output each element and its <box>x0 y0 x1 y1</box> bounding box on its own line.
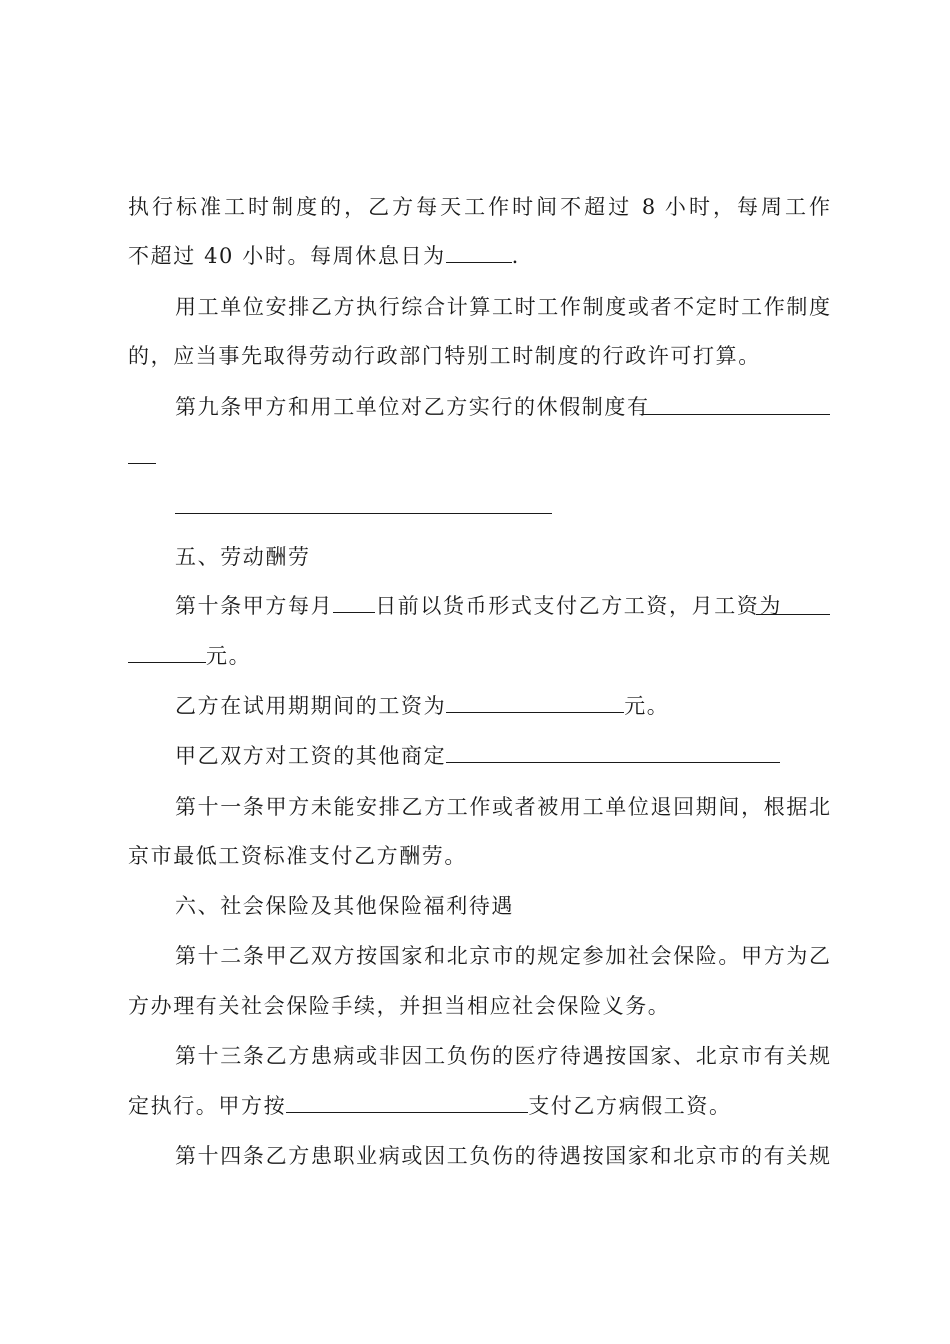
text: 元。 <box>206 644 252 668</box>
text: 定执行。甲方按 <box>128 1094 287 1118</box>
text: 元。 <box>624 694 670 718</box>
article-12-line2: 方办理有关社会保险手续，并担当相应社会保险义务。 <box>128 994 671 1018</box>
text: 不超过 40 小时。每周休息日为 <box>128 244 446 268</box>
article-10-line1 <box>175 593 782 619</box>
probation-wage-blank[interactable] <box>446 693 624 713</box>
paragraph-special-hours-line1: 用工单位安排乙方执行综合计算工时工作制度或者不定时工作制度 <box>175 295 830 319</box>
other-wage-line <box>175 743 780 769</box>
paragraph-standard-hours-line2 <box>128 243 520 269</box>
paragraph-special-hours-line2: 的，应当事先取得劳动行政部门特别工时制度的行政许可打算。 <box>128 344 761 368</box>
vacation-blank-line2[interactable] <box>128 463 156 464</box>
payday-blank[interactable] <box>333 593 375 613</box>
article-11-line2: 京市最低工资标准支付乙方酬劳。 <box>128 844 467 868</box>
article-13-line2 <box>128 1093 732 1119</box>
text: 支付乙方病假工资。 <box>528 1094 732 1118</box>
sick-pay-blank[interactable] <box>286 1093 528 1113</box>
vacation-blank-line3[interactable] <box>175 513 552 514</box>
text: 甲乙双方对工资的其他商定 <box>175 744 447 768</box>
text: 第九条甲方和用工单位对乙方实行的休假制度有 <box>175 395 650 419</box>
vacation-blank-line1[interactable] <box>641 414 830 415</box>
article-9-text <box>175 394 650 420</box>
article-14-line1: 第十四条乙方患职业病或因工负伤的待遇按国家和北京市的有关规 <box>175 1144 830 1168</box>
paragraph-standard-hours-line1: 执行标准工时制度的，乙方每天工作时间不超过 8 小时，每周工作 <box>128 195 830 219</box>
article-12-line1: 第十二条甲乙双方按国家和北京市的规定参加社会保险。甲方为乙 <box>175 944 830 968</box>
rest-day-blank[interactable] <box>446 243 512 263</box>
section-heading-remuneration: 五、劳动酬劳 <box>175 545 311 569</box>
monthly-wage-blank-line2[interactable] <box>128 643 206 663</box>
article-11-line1: 第十一条甲方未能安排乙方工作或者被用工单位退回期间，根据北 <box>175 795 830 819</box>
text: . <box>511 244 520 268</box>
other-wage-blank[interactable] <box>446 743 780 763</box>
article-10-line2 <box>128 643 251 669</box>
monthly-wage-blank-line1[interactable] <box>756 614 830 615</box>
text: 第十条甲方每月 <box>175 594 334 618</box>
section-heading-social-insurance: 六、社会保险及其他保险福利待遇 <box>175 894 514 918</box>
text: 乙方在试用期期间的工资为 <box>175 694 447 718</box>
article-13-line1: 第十三条乙方患病或非因工负伤的医疗待遇按国家、北京市有关规 <box>175 1044 830 1068</box>
probation-wage-line <box>175 693 669 719</box>
text: 日前以货币形式支付乙方工资，月工资为 <box>375 594 783 618</box>
